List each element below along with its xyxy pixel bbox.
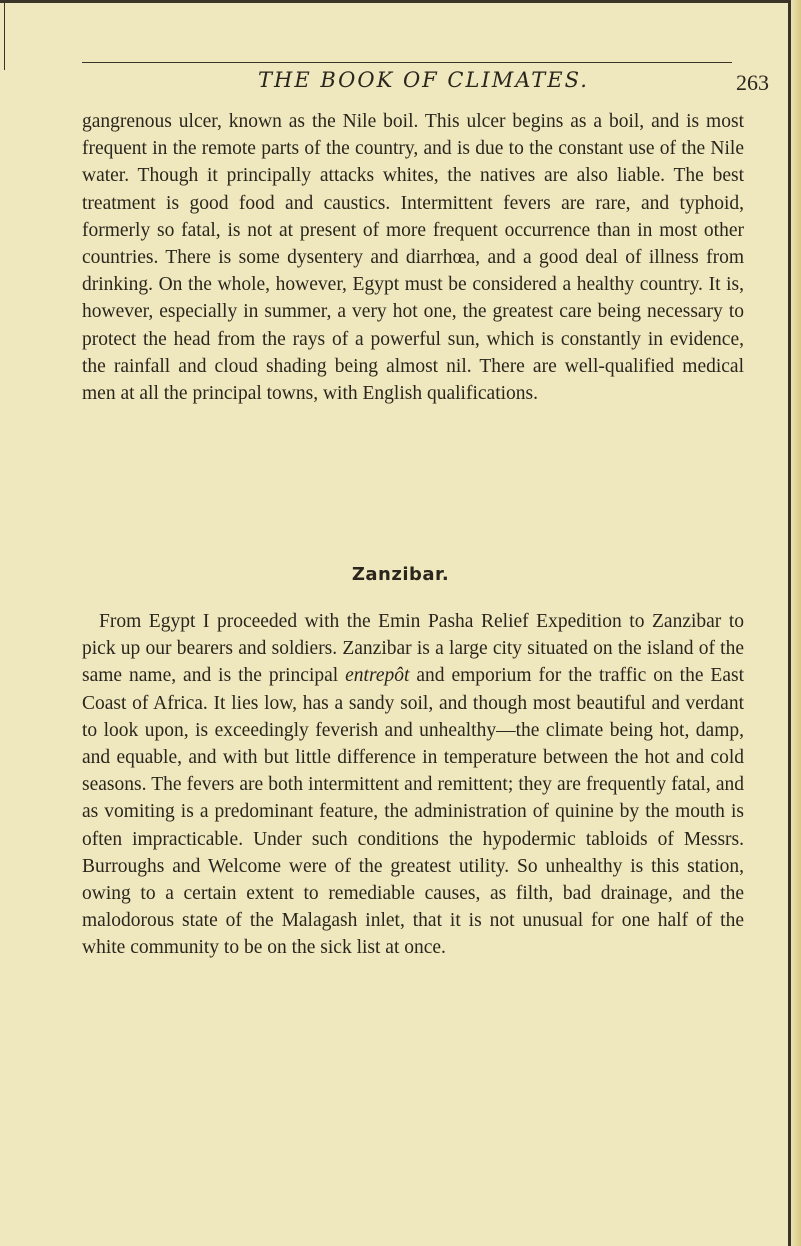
paragraph-zanzibar (82, 608, 744, 962)
italic-word: entrepôt (345, 665, 410, 687)
left-edge-rule (4, 0, 5, 70)
paragraph-text-end: and emporium for the traffic on the East Coast of Africa. It lies low, has a sandy soil, and though most beautiful and verdant to look upon, is exceedingly feverish and unhealthy—the climate being hot, damp, and equable, and with but little difference in temperature between the hot and cold seasons. The fevers are both intermittent and remittent; they are frequently fatal, and as vomiting is a predominant feature, the administration of quinine by the mouth is often impracticable. Under such conditions the hypodermic tabloids of Messrs. Burroughs and Welcome were of the greatest utility. So unhealthy is this station, owing to a certain extent to remediable causes, as filth, bad drainage, and the malodorous state of the Malagash inlet, that it is not unusual for one half of the white community to be on the sick list at once. (82, 665, 744, 959)
running-header (0, 62, 801, 102)
header-rule (82, 62, 732, 63)
running-title: THE BOOK OF CLIMATES. (258, 68, 589, 92)
section-heading: Zanzibar. (351, 564, 450, 585)
paragraph-text-start: From Egypt I proceeded with the Emin Pasha Relief Expedition to Zanzibar to pick up our bearers and soldiers. Zanzibar is a large city situated on the island of the same name, and is the principal (82, 611, 744, 687)
top-edge-rule (0, 0, 801, 3)
page-number: 263 (736, 70, 769, 95)
right-edge-rule (788, 0, 791, 1246)
paragraph-nile-boil: gangrenous ulcer, known as the Nile boil. This ulcer begins as a boil, and is most frequent in the remote parts of the country, and is due to the constant use of the Nile water. Though it principally attacks whites, the natives are also liable. The best treatment is good food and caustics. Intermittent fevers are rare, and typhoid, formerly so fatal, is not at present of more frequent occurrence than in most other countries. There is some dysentery and diarrhœa, and a good deal of illness from drinking. On the whole, however, Egypt must be considered a healthy country. It is, however, especially in summer, a very hot one, the greatest care being necessary to protect the head from the rays of a powerful sun, which is constantly in evidence, the rainfall and cloud shading being almost nil. There are well-qualified medical men at all the principal towns, with English qualifications. (82, 111, 744, 405)
